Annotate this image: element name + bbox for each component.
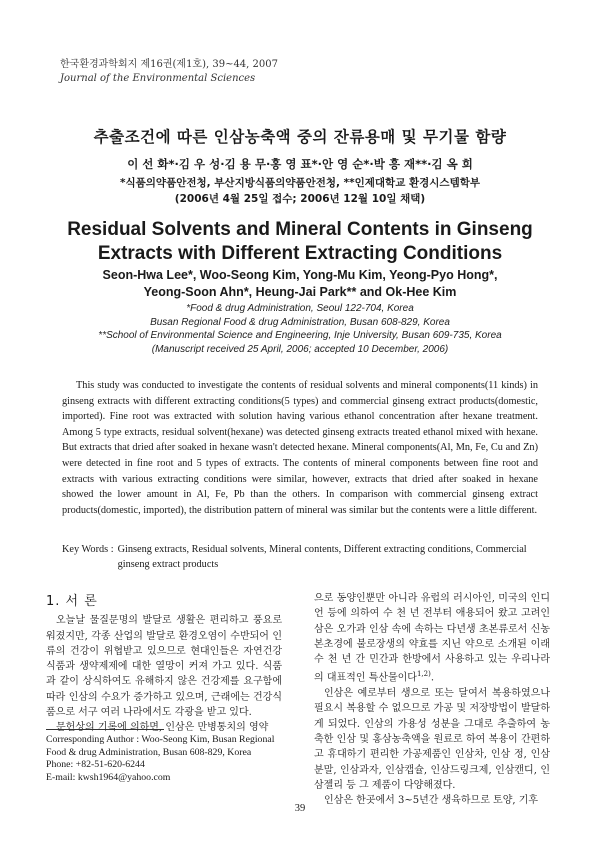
citation-ref: 1,2): [416, 670, 431, 679]
abstract: [62, 378, 538, 518]
dates-korean: (2006년 4월 25일 접수; 2006년 12월 10일 채택): [174, 193, 426, 205]
keywords: [62, 542, 538, 572]
footnote-rule: [46, 729, 164, 730]
keywords-value: Ginseng extracts, Residual solvents, Mineral contents, Different extracting conditions, Commercial ginseng extract products: [117, 544, 527, 570]
corr-line2: Food & drug Administration, Busan 608-829, Korea: [46, 746, 252, 758]
section-heading: 1. 서 론: [46, 594, 98, 609]
intro-paragraph-1: 오늘날 물질문명의 발달로 생활은 편리하고 풍요로워졌지만, 각종 산업의 발달로 환경오염이 수반되어 인류의 건강이 위협받고 있으므로 현대인들은 자연건강식품과 생약제제에 대한 열망이 커져 가고 있다. 식품과 같이 상식하여도 유해하지 않은 건강제를 요구함에 따라 인삼의 수요가 증가하고 있으며, 근래에는 건강식품으로 서구 여러 나라에서도 각광을 받고 있다.: [46, 615, 282, 719]
intro-paragraph-2: 문헌상의 기록에 의하면, 인삼은 만병통치의 영약: [56, 722, 269, 734]
journal-header: [60, 58, 278, 86]
corr-phone: Phone: +82-51-620-6244: [46, 759, 145, 770]
affiliation-line2: Busan Regional Food & drug Administration, Busan 608-829, Korea: [150, 316, 450, 328]
authors-english: [0, 267, 600, 301]
journal-citation: 한국환경과학회지 제16권(제1호), 39~44, 2007: [60, 59, 278, 70]
corresponding-author: [46, 734, 286, 784]
left-column: [46, 594, 282, 736]
manuscript-dates: (Manuscript received 25 April, 2006; accepted 10 December, 2006): [151, 343, 449, 355]
journal-name: Journal of the Environmental Sciences: [60, 73, 256, 84]
affiliations-english: [0, 302, 600, 356]
intro-paragraph-4: 인삼은 예로부터 생으로 또는 달여서 복용하였으나 필요시 복용할 수 없으므로 가공 및 저장방법이 발달하게 되었다. 인삼의 가용성 성분을 그대로 추출하여 농축한 인삼 및 홍삼농축액을 원료로 하여 복용이 간편하고 휴대하기 편리한 가공제품인 인삼차, 인삼 정, 인삼분말, 인삼과자, 인삼캡슐, 인삼드링크제, 인삼캔디, 인삼젤리 등 그 제품이 다양해졌다.: [314, 688, 550, 791]
corr-email: E-mail: kwsh1964@yahoo.com: [46, 771, 171, 783]
title-english: [0, 218, 600, 266]
corr-line1: Corresponding Author : Woo-Seong Kim, Busan Regional: [46, 734, 275, 745]
title-english-line1: Residual Solvents and Mineral Contents in Ginseng: [67, 219, 533, 240]
affiliation-line1: *Food & drug Administration, Seoul 122-704, Korea: [186, 303, 414, 314]
abstract-text: This study was conducted to investigate the contents of residual solvents and mineral components(11 kinds) in ginseng extracts with different extracting conditions(5 types) and commercial ginseng extract products(domestic, imported). Fine root was extracted with solution having various ethanol concentration after hexane treatment. Among 5 type extracts, residual solvent(hexane) was detected ginseng extracts treated ethanol mixed with hexane. But extracts that dried after soaked in hexane wasn't detected hexane. Mineral components(Al, Mn, Fe, Cu and Zn) were detected in fine root and 5 types of extracts. The contents of mineral components between fine root and extracts with various extracting conditions were similar, however, extracts that dried after soaked in hexane showed the lower amount in Al, Fe, Pb than the others. In comparison with commercial ginseng extract products(domestic, imported), the distribution pattern of mineral was similar but the contents were a little different.: [62, 380, 538, 516]
right-column: [314, 591, 550, 808]
authors-korean: 이 선 화*·김 우 성·김 용 무·홍 영 표*·안 영 순*·박 흥 재**·김 옥 희: [127, 157, 473, 171]
intro-paragraph-3: [314, 591, 550, 686]
affiliation-line3: **School of Environmental Science and Engineering, Inje University, Busan 609-735, Korea: [98, 330, 502, 341]
page-number: 39: [294, 803, 306, 814]
intro-paragraph-3-text: 으로 동양인뿐만 아니라 유럽의 러시아인, 미국의 인디언 등에 의하여 수 천 년 전부터 애용되어 왔고 고려인삼은 오가과 인삼 속에 속하는 다년생 초본류로서 신농본초경에 불로장생의 약효를 지닌 약으로 소개된 이래 수 천 년 간 민간과 한방에서 사용하고 있는 우리나라의 대표적인 특산물이다: [314, 593, 550, 684]
authors-english-line2: Yeong-Soon Ahn*, Heung-Jai Park** and Ok-Hee Kim: [143, 285, 457, 299]
intro-paragraph-5: 인삼은 한곳에서 3~5년간 생육하므로 토양, 기후: [324, 795, 539, 807]
title-english-line2: Extracts with Different Extracting Conditions: [97, 243, 503, 264]
authors-english-line1: Seon-Hwa Lee*, Woo-Seong Kim, Yong-Mu Kim, Yeong-Pyo Hong*,: [102, 268, 498, 282]
intro-paragraph-3-end: .: [430, 672, 435, 684]
title-korean: 추출조건에 따른 인삼농축액 중의 잔류용매 및 무기물 함량: [93, 128, 507, 146]
affiliations-korean: *식품의약품안전청, 부산지방식품의약품안전청, **인제대학교 환경시스템학부: [120, 177, 480, 189]
keywords-label: Key Words :: [62, 544, 114, 555]
